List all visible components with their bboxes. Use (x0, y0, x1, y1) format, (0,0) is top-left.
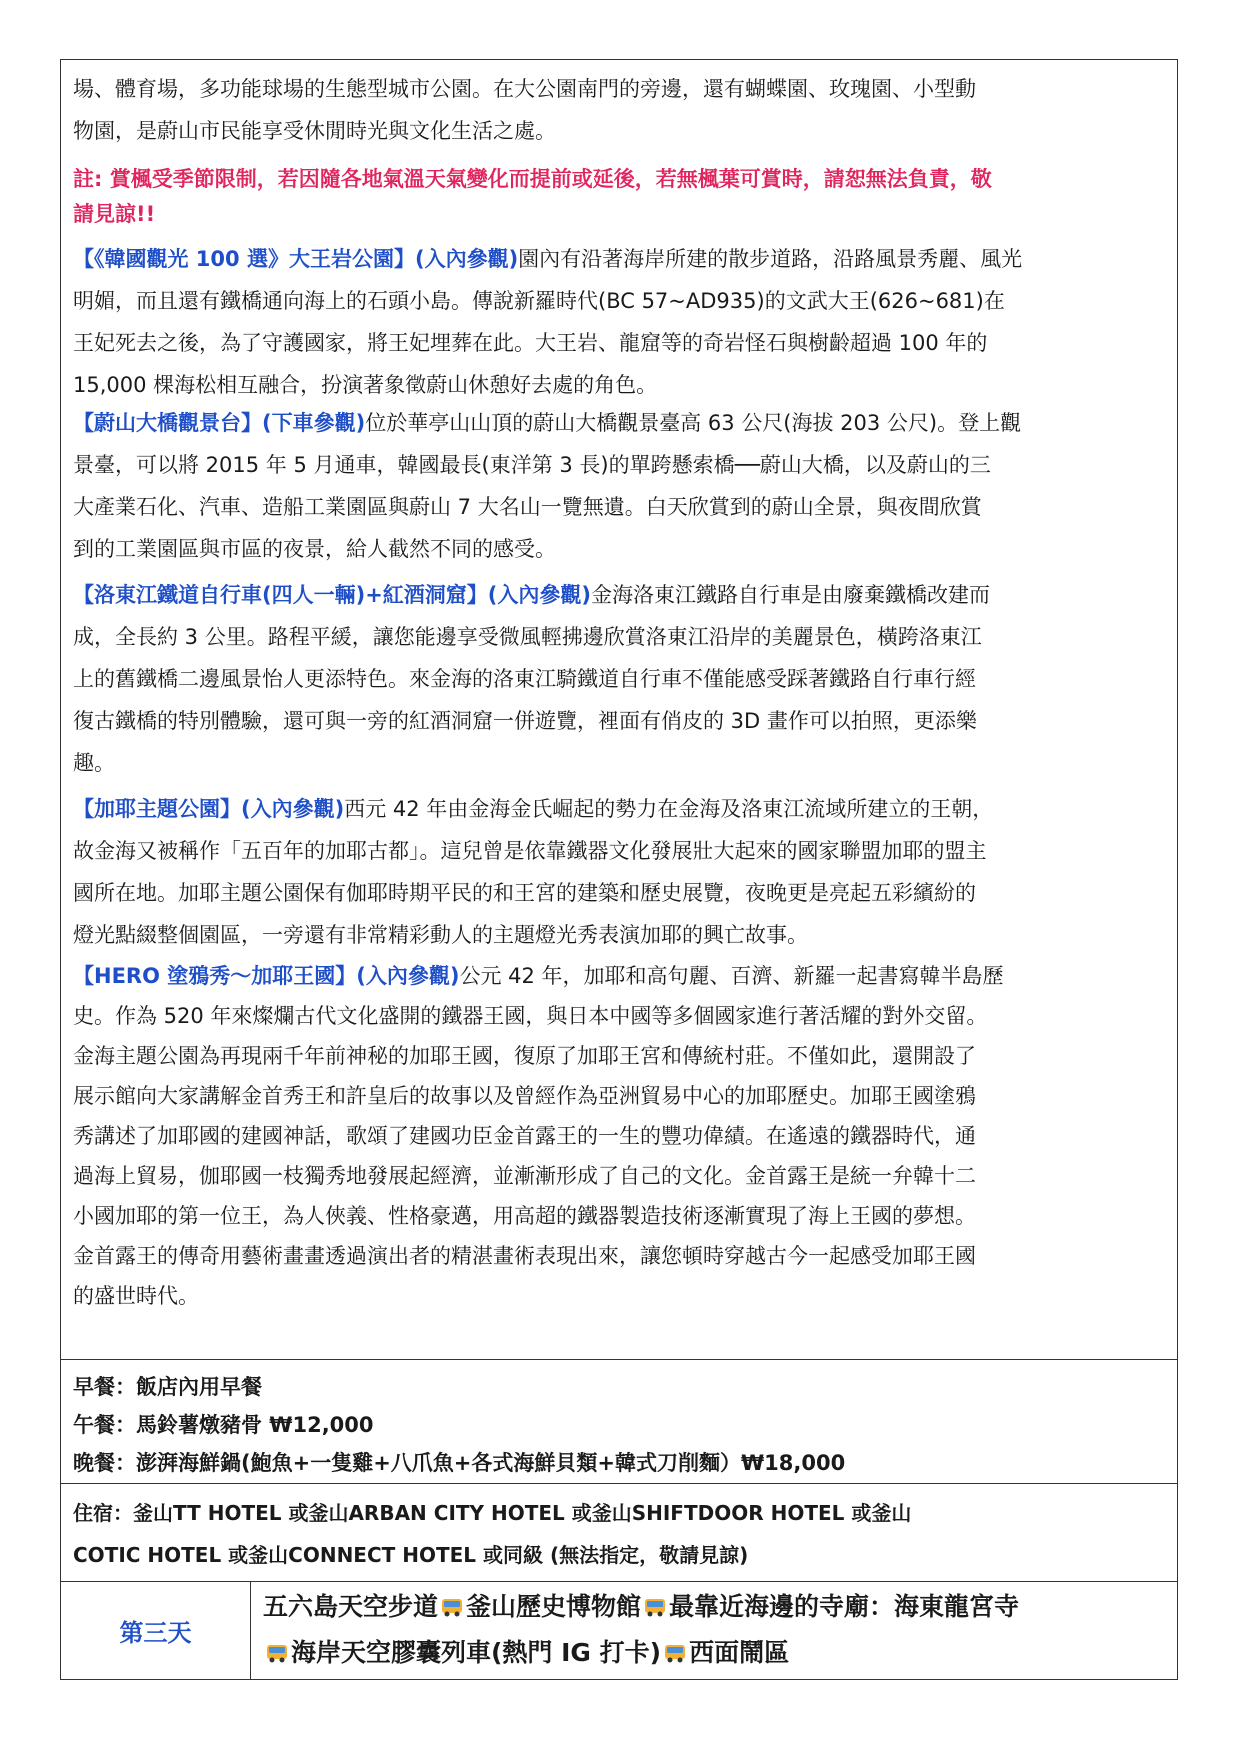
itinerary-table (60, 59, 1178, 1680)
attraction-title: 【HERO 塗鴉秀～加耶王國】 (73, 964, 357, 988)
day-label: 第三天 (61, 1582, 251, 1679)
attraction-tag: (入內參觀) (356, 964, 460, 988)
attraction-rail-bike: 【洛東江鐵道自行車(四人一輛)+紅酒洞窟】(入內參觀)金海洛東江鐵路自行車是由廢棄鐵橋改建而 成，全長約 3 公里。路程平緩，讓您能邊享受微風輕拂邊欣賞洛東江沿岸的美麗景色，橫跨洛東江 上的舊鐵橋二邊風景怡人更添特色。來金海的洛東江騎鐵道自行車不僅能感受踩著鐵路自行車行經 復古鐵橋的特別體驗，還可與一旁的紅酒洞窟一併遊覽，裡面有俏皮的 3D 畫作可以拍照，更添樂 趣。 (73, 583, 990, 775)
attraction-daewangam: 【《韓國觀光 100 選》大王岩公園】(入內參觀)園內有沿著海岸所建的散步道路，沿路風景秀麗、風光 明媚，而且還有鐵橋通向海上的石頭小島。傳說新羅時代(BC 57~AD935)的文武大王(626~681)在 王妃死去之後，為了守護國家，將王妃埋葬在此。大王岩、龍窟等的奇岩怪石與樹齡超過 100 年的 15,000 棵海松相互融合，扮演著象徵蔚山休憩好去處的角色。 (73, 247, 1023, 397)
season-note: 註: 賞楓受季節限制，若因隨各地氣溫天氣變化而提前或延後，若無楓葉可賞時，請恕無法負責，敬 請見諒!! (73, 167, 992, 226)
bus-icon (643, 1587, 667, 1609)
attraction-tag: (下車參觀) (262, 411, 366, 435)
route-stop: 最靠近海邊的寺廟：海東龍宮寺 (669, 1592, 1020, 1621)
lodging: 住宿：釜山TT HOTEL 或釜山ARBAN CITY HOTEL 或釜山SHIFTDOOR HOTEL 或釜山 COTIC HOTEL 或釜山CONNECT HOTEL 或同級 (無法指定，敬請見諒) (73, 1501, 912, 1567)
route-stop: 海岸天空膠囊列車(熱門 IG 打卡) (291, 1638, 662, 1667)
attraction-title: 【洛東江鐵道自行車(四人一輛)+紅酒洞窟】 (73, 583, 488, 607)
route-stop: 釜山歷史博物館 (466, 1592, 642, 1621)
attraction-hero-show: 【HERO 塗鴉秀～加耶王國】(入內參觀)公元 42 年，加耶和高句麗、百濟、新羅一起書寫韓半島歷 史。作為 520 年來燦爛古代文化盛開的鐵器王國，與日本中國等多個國家進行著活耀的對外交留。 金海主題公園為再現兩千年前神秘的加耶王國，復原了加耶王宮和傳統村莊。不僅如此，還開設了 展示館向大家講解金首秀王和許皇后的故事以及曾經作為亞洲貿易中心的加耶歷史。加耶王國塗鴉 秀講述了加耶國的建國神話，歌頌了建國功臣金首露王的一生的豐功偉績。在遙遠的鐵器時代，通 過海上貿易，伽耶國一枝獨秀地發展起經濟，並漸漸形成了自己的文化。金首露王是統一弁韓十二 小國加耶的第一位王，為人俠義、性格豪邁，用高超的鐵器製造技術逐漸實現了海上王國的夢想。 金首露王的傳奇用藝術畫畫透過演出者的精湛畫術表現出來，讓您頓時穿越古今一起感受加耶王國 的盛世時代。 (73, 964, 1004, 1308)
day3-row (61, 1582, 1177, 1679)
dinner: 晚餐：澎湃海鮮鍋(鮑魚+一隻雞+八爪魚+各式海鮮貝類+韓式刀削麵）₩18,000 (73, 1451, 846, 1475)
day3-route (251, 1582, 1177, 1679)
breakfast: 早餐：飯店內用早餐 (73, 1375, 262, 1399)
route-stop: 五六島天空步道 (263, 1592, 439, 1621)
attraction-tag: (入內參觀) (487, 583, 591, 607)
intro-line: 物園，是蔚山市民能享受休閒時光與文化生活之處。 (73, 119, 556, 143)
attractions-section (61, 60, 1177, 1360)
bus-icon (440, 1587, 464, 1609)
attraction-title: 【蔚山大橋觀景台】 (73, 411, 262, 435)
attraction-ulsan-bridge: 【蔚山大橋觀景台】(下車參觀)位於華亭山山頂的蔚山大橋觀景臺高 63 公尺(海拔 203 公尺)。登上觀 景臺，可以將 2015 年 5 月通車，韓國最長(東洋第 3 長)的單跨懸索橋──蔚山大橋，以及蔚山的三 大產業石化、汽車、造船工業園區與蔚山 7 大名山一覽無遺。白天欣賞到的蔚山全景，與夜間欣賞 到的工業園區與市區的夜景，給人截然不同的感受。 (73, 411, 1022, 561)
lunch: 午餐：馬鈴薯燉豬骨 ₩12,000 (73, 1413, 374, 1437)
intro-line: 場、體育場，多功能球場的生態型城市公園。在大公園南門的旁邊，還有蝴蝶園、玫瑰園、小型動 (73, 77, 976, 101)
lodging-section (61, 1484, 1177, 1582)
bus-icon (265, 1633, 289, 1655)
attraction-tag: (入內參觀) (414, 247, 519, 271)
attraction-gaya-park: 【加耶主題公園】(入內參觀)西元 42 年由金海金氏崛起的勢力在金海及洛東江流域所建立的王朝， 故金海又被稱作「五百年的加耶古都」。這兒曾是依靠鐵器文化發展壯大起來的國家聯盟加耶的盟主 國所在地。加耶主題公園保有伽耶時期平民的和王宮的建築和歷史展覽，夜晚更是亮起五彩繽紛的 燈光點綴整個園區，一旁還有非常精彩動人的主題燈光秀表演加耶的興亡故事。 (73, 797, 994, 947)
attraction-title: 【《韓國觀光 100 選》大王岩公園】 (73, 247, 415, 271)
attraction-tag: (入內參觀) (241, 797, 345, 821)
bus-icon (663, 1633, 687, 1655)
meals-section (61, 1360, 1177, 1484)
route-stop: 西面鬧區 (689, 1638, 790, 1667)
attraction-title: 【加耶主題公園】 (73, 797, 241, 821)
